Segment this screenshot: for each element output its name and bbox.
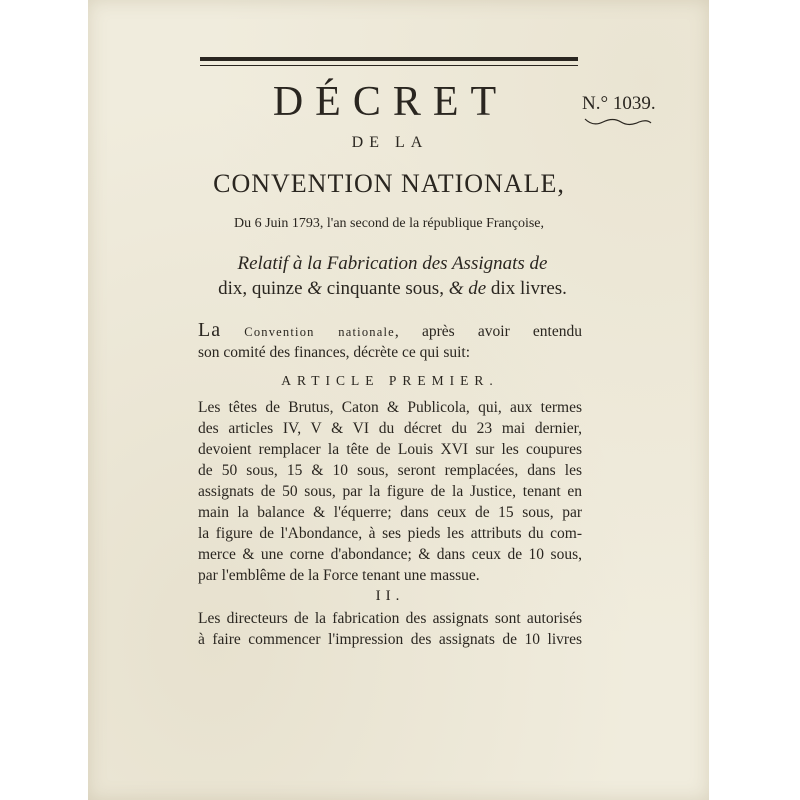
article-1-line: la figure de l'Abondance, à ses pieds les attributs du com- [198,525,582,542]
article-1-line: merce & une corne d'abondance; & dans ceux de 10 sous, [198,546,582,563]
header-rule-thick [200,57,578,61]
subject-line-1-text: Relatif à la Fabrication des Assignats de [237,253,548,274]
article-2-line: à faire commencer l'impression des assignats de 10 livres [198,631,582,648]
preamble-line-1-rest: , après avoir entendu [394,323,582,340]
subject-line-1 [200,251,585,276]
subject-part-c: cinquante sous, [326,278,444,299]
subject-part-e: dix livres. [490,278,567,299]
decree-title: DÉCRET [272,79,509,125]
preamble-line-1 [198,320,582,342]
preamble-lead-smallcaps: Convention nationale [244,325,395,339]
article-2-line: Les directeurs de la fabrication des assignats sont autorisés [198,610,582,627]
article-1-line: assignats de 50 sous, par la figure de la Justice, tenant en [198,483,582,500]
header-rule-thin [200,65,578,66]
article-1-line: devoient remplacer la tête de Louis XVI sur les coupures [198,441,582,458]
assembly-name: CONVENTION NATIONALE, [213,169,565,198]
decree-number: N.° 1039. [582,93,656,114]
preamble-line-2: son comité des finances, décrète ce qui suit: [198,344,471,361]
preamble-lead: La [198,319,222,341]
article-1-line: main la balance & l'équerre; dans ceux de 15 sous, par [198,504,582,521]
number-flourish [583,115,653,127]
subject-part-b: & [307,278,323,299]
article-1-line: Les têtes de Brutus, Caton & Publicola, qui, aux termes [198,399,582,416]
article-1-line: par l'emblême de la Force tenant une massue. [198,567,480,584]
de-la-line: DE LA [351,134,429,151]
subject-part-a: dix, quinze [218,278,303,299]
subject-part-d: & de [448,278,487,299]
article-1-line: de 50 sous, 15 & 10 sous, seront remplacées, dans les [198,462,582,479]
dateline: Du 6 Juin 1793, l'an second de la république Françoise, [233,216,545,231]
article-1-line: des articles IV, V & VI du décret du 23 mai dernier, [198,420,582,437]
article-2-heading: II. [375,588,405,604]
article-1-heading: ARTICLE PREMIER. [281,373,499,388]
subject-line-2 [200,276,585,301]
